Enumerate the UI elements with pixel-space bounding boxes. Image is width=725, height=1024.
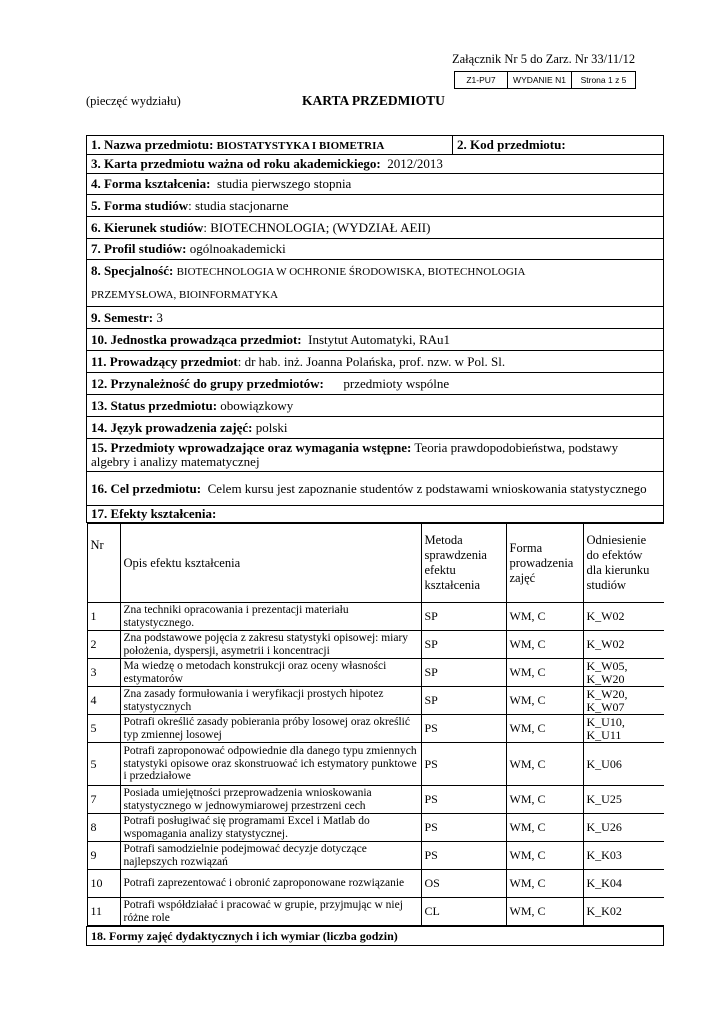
field-course-name: 1. Nazwa przedmiotu: BIOSTATYSTYKA I BIOMETRIA bbox=[87, 136, 453, 155]
outcome-reference: K_W02 bbox=[583, 631, 664, 659]
outcome-description: Potrafi określić zasady pobierania próby losowej oraz określić typ zmiennej losowej bbox=[120, 715, 421, 743]
outcome-nr: 5 bbox=[87, 715, 120, 743]
outcome-nr: 7 bbox=[87, 786, 120, 814]
outcome-method: PS bbox=[421, 786, 506, 814]
outcome-reference: K_U26 bbox=[583, 814, 664, 842]
outcome-form: WM, C bbox=[506, 898, 583, 926]
outcome-description: Ma wiedzę o metodach konstrukcji oraz oceny własności estymatorów bbox=[120, 659, 421, 687]
faculty-stamp: (pieczęć wydziału) bbox=[86, 94, 181, 108]
outcome-nr: 2 bbox=[87, 631, 120, 659]
outcome-method: OS bbox=[421, 870, 506, 898]
outcomes-header-row bbox=[87, 524, 664, 603]
outcome-nr: 11 bbox=[87, 898, 120, 926]
header-nr: Nr bbox=[87, 524, 120, 603]
outcome-method: CL bbox=[421, 898, 506, 926]
outcome-description: Posiada umiejętności przeprowadzenia wnioskowania statystycznego w jednowymiarowej przestrzeni cech bbox=[120, 786, 421, 814]
header-reference: Odniesienie do efektów dla kierunku studiów bbox=[583, 524, 664, 603]
field-study-direction: 6. Kierunek studiów: BIOTECHNOLOGIA; (WYDZIAŁ AEII) bbox=[87, 217, 664, 239]
outcome-description: Zna podstawowe pojęcia z zakresu statystyki opisowej: miary położenia, dyspersji, asymetrii i koncentracji bbox=[120, 631, 421, 659]
outcome-form: WM, C bbox=[506, 603, 583, 631]
outcome-method: SP bbox=[421, 631, 506, 659]
field-lecturer: 11. Prowadzący przedmiot: dr hab. inż. Joanna Polańska, prof. nzw. w Pol. Sl. bbox=[87, 351, 664, 373]
outcome-nr: 8 bbox=[87, 814, 120, 842]
outcome-description: Zna techniki opracowania i prezentacji materiału statystycznego. bbox=[120, 603, 421, 631]
table-row bbox=[87, 715, 664, 743]
outcome-reference: K_W05, K_W20 bbox=[583, 659, 664, 687]
outcome-method: SP bbox=[421, 603, 506, 631]
outcome-reference: K_K03 bbox=[583, 842, 664, 870]
outcome-form: WM, C bbox=[506, 743, 583, 786]
outcome-nr: 4 bbox=[87, 687, 120, 715]
table-row bbox=[87, 631, 664, 659]
table-row bbox=[87, 786, 664, 814]
doc-code: Z1-PU7 bbox=[455, 72, 508, 89]
outcome-nr: 9 bbox=[87, 842, 120, 870]
outcome-description: Potrafi samodzielnie podejmować decyzje dotyczące najlepszych rozwiązań bbox=[120, 842, 421, 870]
attachment-note: Załącznik Nr 5 do Zarz. Nr 33/11/12 bbox=[452, 52, 636, 66]
outcomes-table bbox=[87, 523, 664, 926]
table-row bbox=[87, 687, 664, 715]
outcome-description: Zna zasady formułowania i weryfikacji prostych hipotez statystycznych bbox=[120, 687, 421, 715]
field-semester: 9. Semestr: 3 bbox=[87, 307, 664, 329]
field-valid-year: 3. Karta przedmiotu ważna od roku akademickiego: 2012/2013 bbox=[87, 155, 664, 174]
field-unit: 10. Jednostka prowadząca przedmiot: Instytut Automatyki, RAu1 bbox=[87, 329, 664, 351]
outcome-nr: 1 bbox=[87, 603, 120, 631]
outcome-form: WM, C bbox=[506, 631, 583, 659]
outcome-reference: K_W02 bbox=[583, 603, 664, 631]
outcome-method: SP bbox=[421, 687, 506, 715]
outcome-form: WM, C bbox=[506, 814, 583, 842]
table-row bbox=[87, 870, 664, 898]
table-row bbox=[87, 603, 664, 631]
table-row bbox=[87, 898, 664, 926]
outcome-reference: K_U06 bbox=[583, 743, 664, 786]
field-course-goal: 16. Cel przedmiotu: Celem kursu jest zapoznanie studentów z podstawami wnioskowania statystycznego bbox=[87, 472, 664, 506]
outcome-form: WM, C bbox=[506, 870, 583, 898]
header-method: Metoda sprawdzenia efektu kształcenia bbox=[421, 524, 506, 603]
outcome-description: Potrafi posługiwać się programami Excel i Matlab do wspomagania analizy statystycznej. bbox=[120, 814, 421, 842]
outcome-reference: K_U25 bbox=[583, 786, 664, 814]
outcome-reference: K_U10, K_U11 bbox=[583, 715, 664, 743]
table-row bbox=[87, 842, 664, 870]
field-prerequisites: 15. Przedmioty wprowadzające oraz wymagania wstępne: Teoria prawdopodobieństwa, podstawy algebry i analizy matematycznej bbox=[87, 439, 664, 472]
field-language: 14. Język prowadzenia zajęć: polski bbox=[87, 417, 664, 439]
field-class-forms: 18. Formy zajęć dydaktycznych i ich wymiar (liczba godzin) bbox=[87, 927, 664, 946]
table-row bbox=[87, 814, 664, 842]
outcome-method: PS bbox=[421, 743, 506, 786]
outcome-method: PS bbox=[421, 814, 506, 842]
version-box bbox=[454, 71, 636, 89]
table-row bbox=[87, 743, 664, 786]
outcome-nr: 10 bbox=[87, 870, 120, 898]
field-group: 12. Przynależność do grupy przedmiotów: przedmioty wspólne bbox=[87, 373, 664, 395]
outcome-form: WM, C bbox=[506, 786, 583, 814]
field-specialty: 8. Specjalność: BIOTECHNOLOGIA W OCHRONIE ŚRODOWISKA, BIOTECHNOLOGIA PRZEMYSŁOWA, BIOINFORMATYKA bbox=[87, 260, 664, 307]
field-course-code: 2. Kod przedmiotu: bbox=[453, 136, 664, 155]
outcome-nr: 3 bbox=[87, 659, 120, 687]
outcome-method: PS bbox=[421, 842, 506, 870]
outcomes-cell bbox=[87, 523, 664, 927]
outcome-nr: 5 bbox=[87, 743, 120, 786]
outcome-method: SP bbox=[421, 659, 506, 687]
header-form: Forma prowadzenia zajęć bbox=[506, 524, 583, 603]
table-row bbox=[87, 659, 664, 687]
outcome-form: WM, C bbox=[506, 659, 583, 687]
course-card-table bbox=[86, 135, 664, 946]
outcome-method: PS bbox=[421, 715, 506, 743]
field-status: 13. Status przedmiotu: obowiązkowy bbox=[87, 395, 664, 417]
doc-edition: WYDANIE N1 bbox=[508, 72, 572, 89]
outcome-description: Potrafi współdziałać i pracować w grupie, przyjmując w niej różne role bbox=[120, 898, 421, 926]
outcome-form: WM, C bbox=[506, 715, 583, 743]
header-description: Opis efektu kształcenia bbox=[120, 524, 421, 603]
outcome-reference: K_K04 bbox=[583, 870, 664, 898]
doc-page: Strona 1 z 5 bbox=[572, 72, 636, 89]
field-study-profile: 7. Profil studiów: ogólnoakademicki bbox=[87, 239, 664, 260]
page-title: KARTA PRZEDMIOTU bbox=[302, 93, 445, 108]
outcome-form: WM, C bbox=[506, 842, 583, 870]
outcome-description: Potrafi zaprezentować i obronić zaproponowane rozwiązanie bbox=[120, 870, 421, 898]
outcome-reference: K_K02 bbox=[583, 898, 664, 926]
field-study-form: 5. Forma studiów: studia stacjonarne bbox=[87, 195, 664, 217]
field-education-form: 4. Forma kształcenia: studia pierwszego stopnia bbox=[87, 174, 664, 195]
field-learning-outcomes: 17. Efekty kształcenia: bbox=[87, 506, 664, 523]
outcome-form: WM, C bbox=[506, 687, 583, 715]
outcome-reference: K_W20, K_W07 bbox=[583, 687, 664, 715]
outcome-description: Potrafi zaproponować odpowiednie dla danego typu zmiennych statystyki opisowe oraz skonstruować ich estymatory punktowe i przedziałowe bbox=[120, 743, 421, 786]
